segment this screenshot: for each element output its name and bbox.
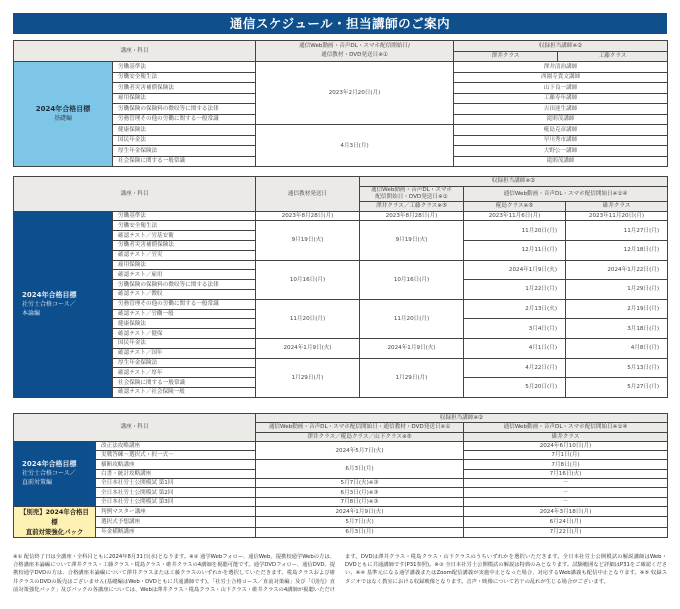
schedule-table-final <box>13 413 668 538</box>
header-date-line1: 通信Web動画・音声DL・スマホ配信開始日/ <box>299 43 410 49</box>
web-dvd-date-cell: 10月16日(月) <box>360 260 464 299</box>
kabashima-date-cell: 2024年1月9日(火) <box>464 260 566 280</box>
subject-cell: 確認テスト／厚年 <box>113 368 256 378</box>
material-date-cell: 2023年8月28日(月) <box>256 211 360 221</box>
kabashima-date-cell: 3月4日(月) <box>464 319 566 339</box>
course-label-line3: 直前対策編 <box>22 479 53 487</box>
subject-cell: 労務管理その他の労働に関する一般常識 <box>113 114 256 125</box>
subject-cell: 労働保険の保険料の徴収等に関する法律 <box>113 104 256 115</box>
combined-date-cell: 5月7日(火)※③ <box>256 479 464 488</box>
header-web-only: 通信Web動画・音声DL・スマホ配信開始日※①④ <box>464 423 668 432</box>
subject-cell: 社会保険に関する一般常識 <box>113 156 256 167</box>
subject-cell: 労務管理その他の労働に関する一般常識 <box>113 299 256 309</box>
instructor-cell: 澤井清治講師 <box>454 62 668 73</box>
kabashima-date-cell: 4月1日(月) <box>464 338 566 358</box>
header-class-combined: 澤井クラス／椛島クラス／山下クラス※⑤ <box>256 432 464 441</box>
header-subject: 講座・科目 <box>14 414 256 442</box>
subject-cell: 確認テスト／雇用 <box>113 270 256 280</box>
subject-cell: 確認テスト／労災 <box>113 250 256 260</box>
course-label-line2: 直前対策強化パック <box>25 527 84 536</box>
subject-cell: 労働基準法 <box>113 62 256 73</box>
subject-cell: 確認テスト／労基安衛 <box>113 231 256 241</box>
usui-date-cell: 7月8日(月) <box>464 460 668 469</box>
subject-cell: 労働安全衛生法 <box>113 221 256 231</box>
subject-cell: 全日本社労士公開模試 第3回 <box>96 497 256 506</box>
instructor-cell: 工藤寿年講師 <box>454 93 668 104</box>
subject-cell: 実戦答練～選択式・択一式～ <box>96 451 256 460</box>
instructor-cell: 吉田達生講師 <box>454 104 668 115</box>
header-class-usui: 碓井クラス <box>464 432 668 441</box>
usui-date-cell: 5月13日(月) <box>566 358 668 378</box>
usui-date-cell: － <box>464 497 668 506</box>
subject-cell: 労働者災害補償保険法 <box>113 240 256 250</box>
instructor-cell: 大野公一講師 <box>454 146 668 157</box>
kabashima-date-cell: 4月22日(月) <box>464 358 566 378</box>
header-date-line2: 通信教材・DVD発送日※① <box>321 52 388 58</box>
usui-date-cell: 7月22日(月) <box>464 527 668 537</box>
combined-date-cell: 2024年1月9日(火) <box>256 506 464 516</box>
subject-cell: 改正法攻略講座 <box>96 441 256 450</box>
page-title: 通信スケジュール・担当講師のご案内 <box>13 13 667 34</box>
header-class-kudo: 工藤クラス <box>558 51 668 62</box>
usui-date-cell: － <box>464 488 668 497</box>
combined-date-cell: 6月3日(月) <box>256 527 464 537</box>
header-material-date: 通信教材発送日 <box>256 177 360 212</box>
header-web-dvd-line1: 通信Web動画・音声DL・スマホ <box>370 186 453 193</box>
usui-date-cell: 2023年11月20日(月) <box>566 211 668 221</box>
course-label-line3: 本論編 <box>22 309 41 317</box>
subject-cell: 全日本社労士公開模試 第1回 <box>96 479 256 488</box>
kabashima-date-cell: 2月13日(火) <box>464 299 566 319</box>
subject-cell: 社会保険に関する一般常識 <box>113 378 256 388</box>
subject-cell: 労働安全衛生法 <box>113 72 256 83</box>
date-cell: 2023年2月20日(月) <box>256 62 454 125</box>
instructor-cell: 椛島克彦講師 <box>454 125 668 136</box>
combined-date-cell: 5月7日(火) <box>256 517 464 527</box>
course-label-basic <box>14 62 113 167</box>
usui-date-cell: 4月8日(月) <box>566 338 668 358</box>
usui-date-cell: － <box>464 479 668 488</box>
instructor-cell: 西園寺貴文講師 <box>454 72 668 83</box>
subject-cell: 厚生年金保険法 <box>113 358 256 368</box>
material-date-cell: 1月29日(月) <box>256 358 360 397</box>
header-web-only: 通信Web動画・音声DL・スマホ配信開始日※①④ <box>464 186 668 201</box>
subject-cell: 年金横断講座 <box>96 527 256 537</box>
header-subject: 講座・科目 <box>14 41 256 62</box>
combined-date-cell: 2024年5月7日(火) <box>256 441 464 460</box>
usui-date-cell: 12月18日(月) <box>566 240 668 260</box>
header-web-dvd-line2: 配信開始日・DVD発送日※① <box>375 193 448 200</box>
subject-cell: 厚生年金保険法 <box>113 146 256 157</box>
subject-cell: 確認テスト／社会保険一般 <box>113 387 256 397</box>
course-label-final <box>14 441 96 506</box>
subject-cell: 確認テスト／国年 <box>113 348 256 358</box>
subject-cell: 健康保険法 <box>113 125 256 136</box>
subject-cell: 白書・統計攻略講座 <box>96 469 256 478</box>
subject-cell: 労働者災害補償保険法 <box>113 83 256 94</box>
subject-cell: 判例マスター講座 <box>96 506 256 516</box>
usui-date-cell: 11月27日(月) <box>566 221 668 241</box>
header-subject: 講座・科目 <box>14 177 256 212</box>
usui-date-cell: 7月16日(火) <box>464 469 668 478</box>
header-class-kabashima: 椛島クラス※⑤ <box>464 201 566 211</box>
combined-date-cell: 6月3日(月) <box>256 460 464 479</box>
header-class-usui: 碓井クラス <box>566 201 668 211</box>
date-cell: 4月3日(月) <box>256 125 454 167</box>
material-date-cell: 10月16日(月) <box>256 260 360 299</box>
course-label-line1: 2024年合格目標 <box>35 105 91 113</box>
course-label-main <box>14 211 113 397</box>
kabashima-date-cell: 1月22日(月) <box>464 280 566 300</box>
instructor-cell: 滝則茂講師 <box>454 156 668 167</box>
course-label-line1: 2024年合格目標 <box>22 290 77 299</box>
subject-cell: 確認テスト／労働一般 <box>113 309 256 319</box>
web-dvd-date-cell: 2024年1月9日(火) <box>360 338 464 358</box>
usui-date-cell: 2024年1月22日(月) <box>566 260 668 280</box>
kabashima-date-cell: 12月11日(月) <box>464 240 566 260</box>
usui-date-cell: 2月19日(月) <box>566 299 668 319</box>
instructor-cell: 早川秀市講師 <box>454 135 668 146</box>
subject-cell: 確認テスト／徴収 <box>113 289 256 299</box>
subject-cell: 選択式予想講座 <box>96 517 256 527</box>
instructor-cell: 滝則茂講師 <box>454 114 668 125</box>
subject-cell: 確認テスト／健保 <box>113 329 256 339</box>
subject-cell: 労働保険の保険料の徴収等に関する法律 <box>113 280 256 290</box>
course-label-line2: 基礎編 <box>53 115 72 122</box>
subject-cell: 横断攻略講座 <box>96 460 256 469</box>
header-web-dvd <box>360 186 464 201</box>
kabashima-date-cell: 2023年11月6日(月) <box>464 211 566 221</box>
subject-cell: 国民年金法 <box>113 135 256 146</box>
usui-date-cell: 5月27日(月) <box>566 378 668 398</box>
web-dvd-date-cell: 2023年8月28日(月) <box>360 211 464 221</box>
material-date-cell: 2024年1月9日(火) <box>256 338 360 358</box>
header-date <box>256 41 454 62</box>
course-label-line1: 【別売】2024年合格目標 <box>20 507 89 526</box>
combined-date-cell: 6月3日(月)※③ <box>256 488 464 497</box>
usui-date-cell: 2024年6月10日(月) <box>464 441 668 450</box>
usui-date-cell: 3月18日(月) <box>566 319 668 339</box>
instructor-cell: 山下良一講師 <box>454 83 668 94</box>
header-class-sawai-kudo: 澤井クラス／工藤クラス※⑤ <box>360 201 464 211</box>
web-dvd-date-cell: 11月20日(月) <box>360 299 464 338</box>
footnotes: ※① 配信終了日は全講座・全科目ともに2024年8月31日(水)となります。※② 通学Webフォロー、通信Web、提携校通学Webの方は、合格講座本論編について澤井クラス・工藤クラス・椛島クラス・碓井クラスの4講師を視聴可能です。通学DVDフォロー、通信DVD、提携校通学DVDの方は、合格講座本論編について澤井クラスまたは工藤クラスのいずれかを選択していただきます。椛島クラスおよび碓井クラスのDVDの販売はございません(基礎編はWeb・DVDともに共通講師です)。「社労士合格コース／直前対策編」及び「《別売》直前対策強化パック」及びパックの各講座については、Webは澤井クラス・椛島クラス・山下クラス・碓井クラスの4講師が視聴いただけます。DVDは澤井クラス・椛島クラス・山下クラスのうちいずれかを選択いただきます。全日本社労士公開模試の解説講師はWeb・DVDともに共通講師です(P31参照)。※③ 全日本社労士公開模試の解説は特典のみとなります。試験範囲など詳細はP31をご確認ください。※④ 基準元になる通学講義またはZoom配信講義が実施中止となった場合、対応するWeb講義も配信中止となります。※⑤ 収録スタジオではなく教室における収録映像となります。音声・映像について若干の乱れが生じる場合がございます。 <box>13 554 667 593</box>
material-date-cell: 9月19日(火) <box>256 221 360 260</box>
course-label-pack <box>14 506 96 537</box>
header-instructor-group: 収録担当講師※② <box>454 41 668 52</box>
course-label-line2: 社労士合格コース／ <box>22 300 76 308</box>
schedule-table-main <box>13 176 668 398</box>
subject-cell: 全日本社労士公開模試 第2回 <box>96 488 256 497</box>
kabashima-date-cell: 5月20日(月) <box>464 378 566 398</box>
kabashima-date-cell: 11月20日(月) <box>464 221 566 241</box>
subject-cell: 労働基準法 <box>113 211 256 221</box>
web-dvd-date-cell: 1月29日(月) <box>360 358 464 397</box>
web-dvd-date-cell: 9月19日(火) <box>360 221 464 260</box>
material-date-cell: 11月20日(月) <box>256 299 360 338</box>
usui-date-cell: 2024年3月18日(月) <box>464 506 668 516</box>
usui-date-cell: 1月29日(月) <box>566 280 668 300</box>
header-web-dvd: 通信Web動画・音声DL・スマホ配信開始日・通信教材・DVD発送日※① <box>256 423 464 432</box>
header-instructor-group: 収録担当講師※② <box>360 177 668 187</box>
header-instructor-group: 収録担当講師※② <box>256 414 668 423</box>
schedule-table-basic <box>13 40 668 167</box>
subject-cell: 雇用保険法 <box>113 93 256 104</box>
usui-date-cell: 6月24日(月) <box>464 517 668 527</box>
usui-date-cell: 7月1日(月) <box>464 451 668 460</box>
subject-cell: 健康保険法 <box>113 319 256 329</box>
course-label-line2: 社労士合格コース／ <box>22 470 76 478</box>
subject-cell: 国民年金法 <box>113 338 256 348</box>
subject-cell: 雇用保険法 <box>113 260 256 270</box>
course-label-line1: 2024年合格目標 <box>22 460 77 469</box>
combined-date-cell: 7月8日(月)※③ <box>256 497 464 506</box>
header-class-sawai: 澤井クラス <box>454 51 558 62</box>
